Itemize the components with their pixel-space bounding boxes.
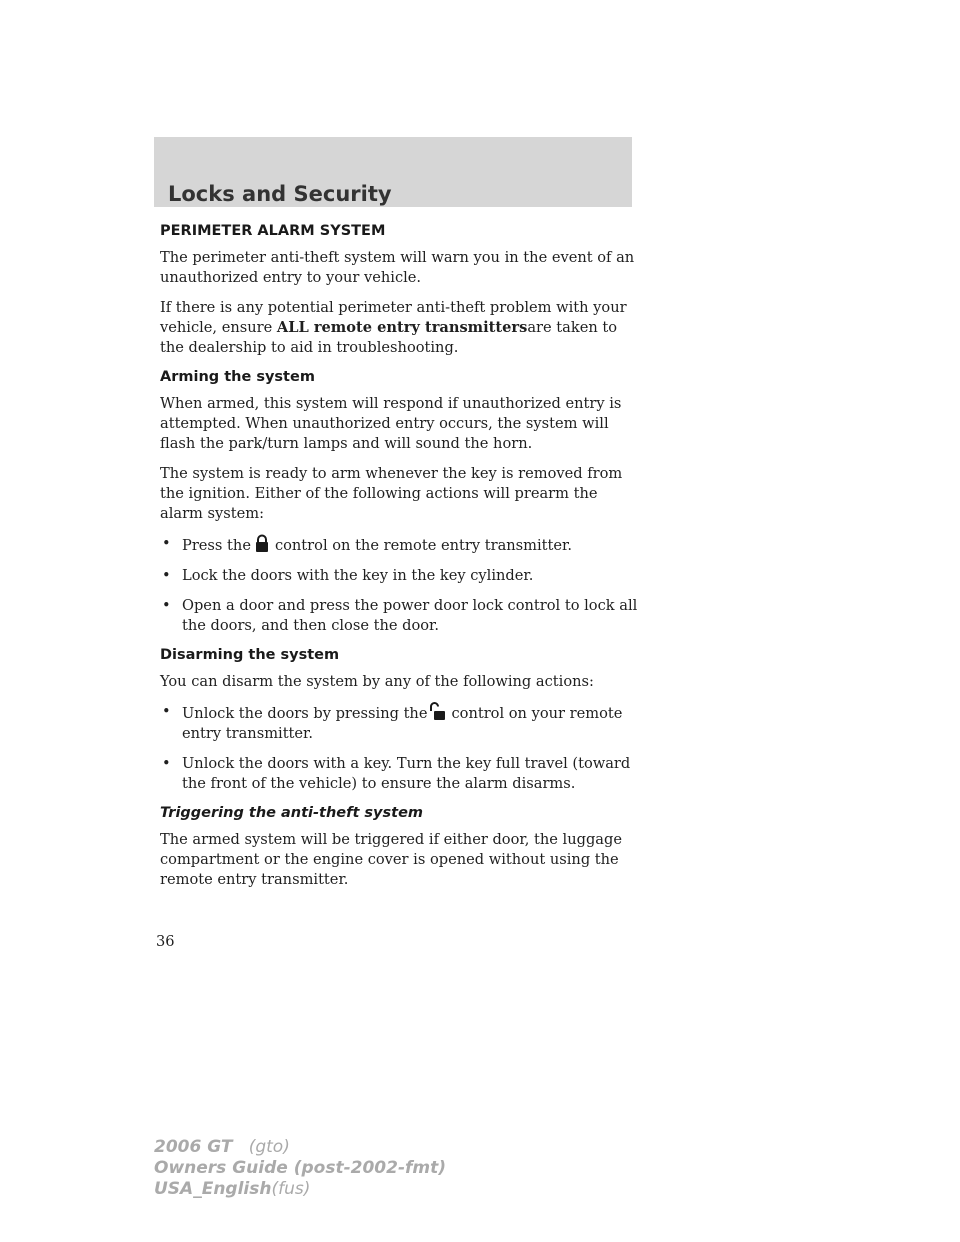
list-item-text: Open a door and press the power door lock control to lock all the doors, and then close the door. (182, 597, 638, 634)
paragraph-text: If there is any potential perimeter anti-theft problem with your vehicle, ensure (160, 299, 627, 336)
list-item (160, 566, 638, 586)
list-item-text: control on the remote entry transmitter. (274, 537, 573, 554)
list-item (160, 596, 638, 636)
heading-triggering: Triggering the anti-theft system (160, 805, 424, 821)
footer-language: USA_English (154, 1179, 272, 1199)
paragraph-text: are taken to the dealership to aid in troubleshooting. (160, 319, 618, 356)
bullet: • (162, 755, 171, 772)
list-item-text: Press the (182, 537, 251, 554)
list-item-text: Unlock the doors by pressing the (182, 705, 428, 722)
lock-icon (253, 534, 271, 554)
paragraph: The armed system will be triggered if either door, the luggage compartment or the engine cover is opened without using the remote entry transmitter. (160, 831, 622, 888)
list-item (160, 534, 638, 556)
paragraph (160, 298, 638, 358)
arming-list (160, 534, 638, 636)
unlock-icon (429, 702, 447, 722)
paragraph: You can disarm the system by any of the following actions: (160, 673, 594, 690)
bullet: • (162, 535, 171, 552)
bullet: • (162, 597, 171, 614)
page-content (160, 222, 638, 900)
footer-language-code: (fus) (271, 1179, 311, 1199)
list-item-text: Lock the doors with the key in the key cylinder. (182, 567, 534, 584)
paragraph: When armed, this system will respond if unauthorized entry is attempted. When unauthorized entry occurs, the system will flash the park/turn lamps and will sound the horn. (160, 395, 622, 452)
heading-arming: Arming the system (160, 369, 315, 385)
list-item (160, 754, 638, 794)
document-footer (154, 1137, 446, 1200)
section-header-bar (154, 137, 632, 207)
heading-perimeter-alarm: PERIMETER ALARM SYSTEM (160, 223, 386, 239)
heading-disarming: Disarming the system (160, 647, 340, 663)
disarming-list (160, 702, 638, 794)
emphasis-text: ALL remote entry transmitters (276, 319, 528, 336)
section-title: Locks and Security (168, 182, 392, 206)
list-item-text: control on your remote entry transmitter. (182, 705, 623, 742)
footer-line (154, 1158, 446, 1179)
page-number: 36 (156, 933, 175, 950)
footer-line (154, 1137, 446, 1158)
paragraph: The perimeter anti-theft system will warn you in the event of an unauthorized entry to your vehicle. (160, 249, 635, 286)
footer-model-code: (gto) (248, 1137, 290, 1157)
footer-model: 2006 GT (154, 1137, 233, 1157)
list-item (160, 702, 638, 744)
bullet: • (162, 567, 171, 584)
paragraph: The system is ready to arm whenever the key is removed from the ignition. Either of the following actions will prearm the alarm system: (160, 465, 623, 522)
footer-guide: Owners Guide (post-2002-fmt) (154, 1158, 447, 1178)
bullet: • (162, 703, 171, 720)
list-item-text: Unlock the doors with a key. Turn the key full travel (toward the front of the vehicle) to ensure the alarm disarms. (182, 755, 631, 792)
footer-line (154, 1179, 446, 1200)
